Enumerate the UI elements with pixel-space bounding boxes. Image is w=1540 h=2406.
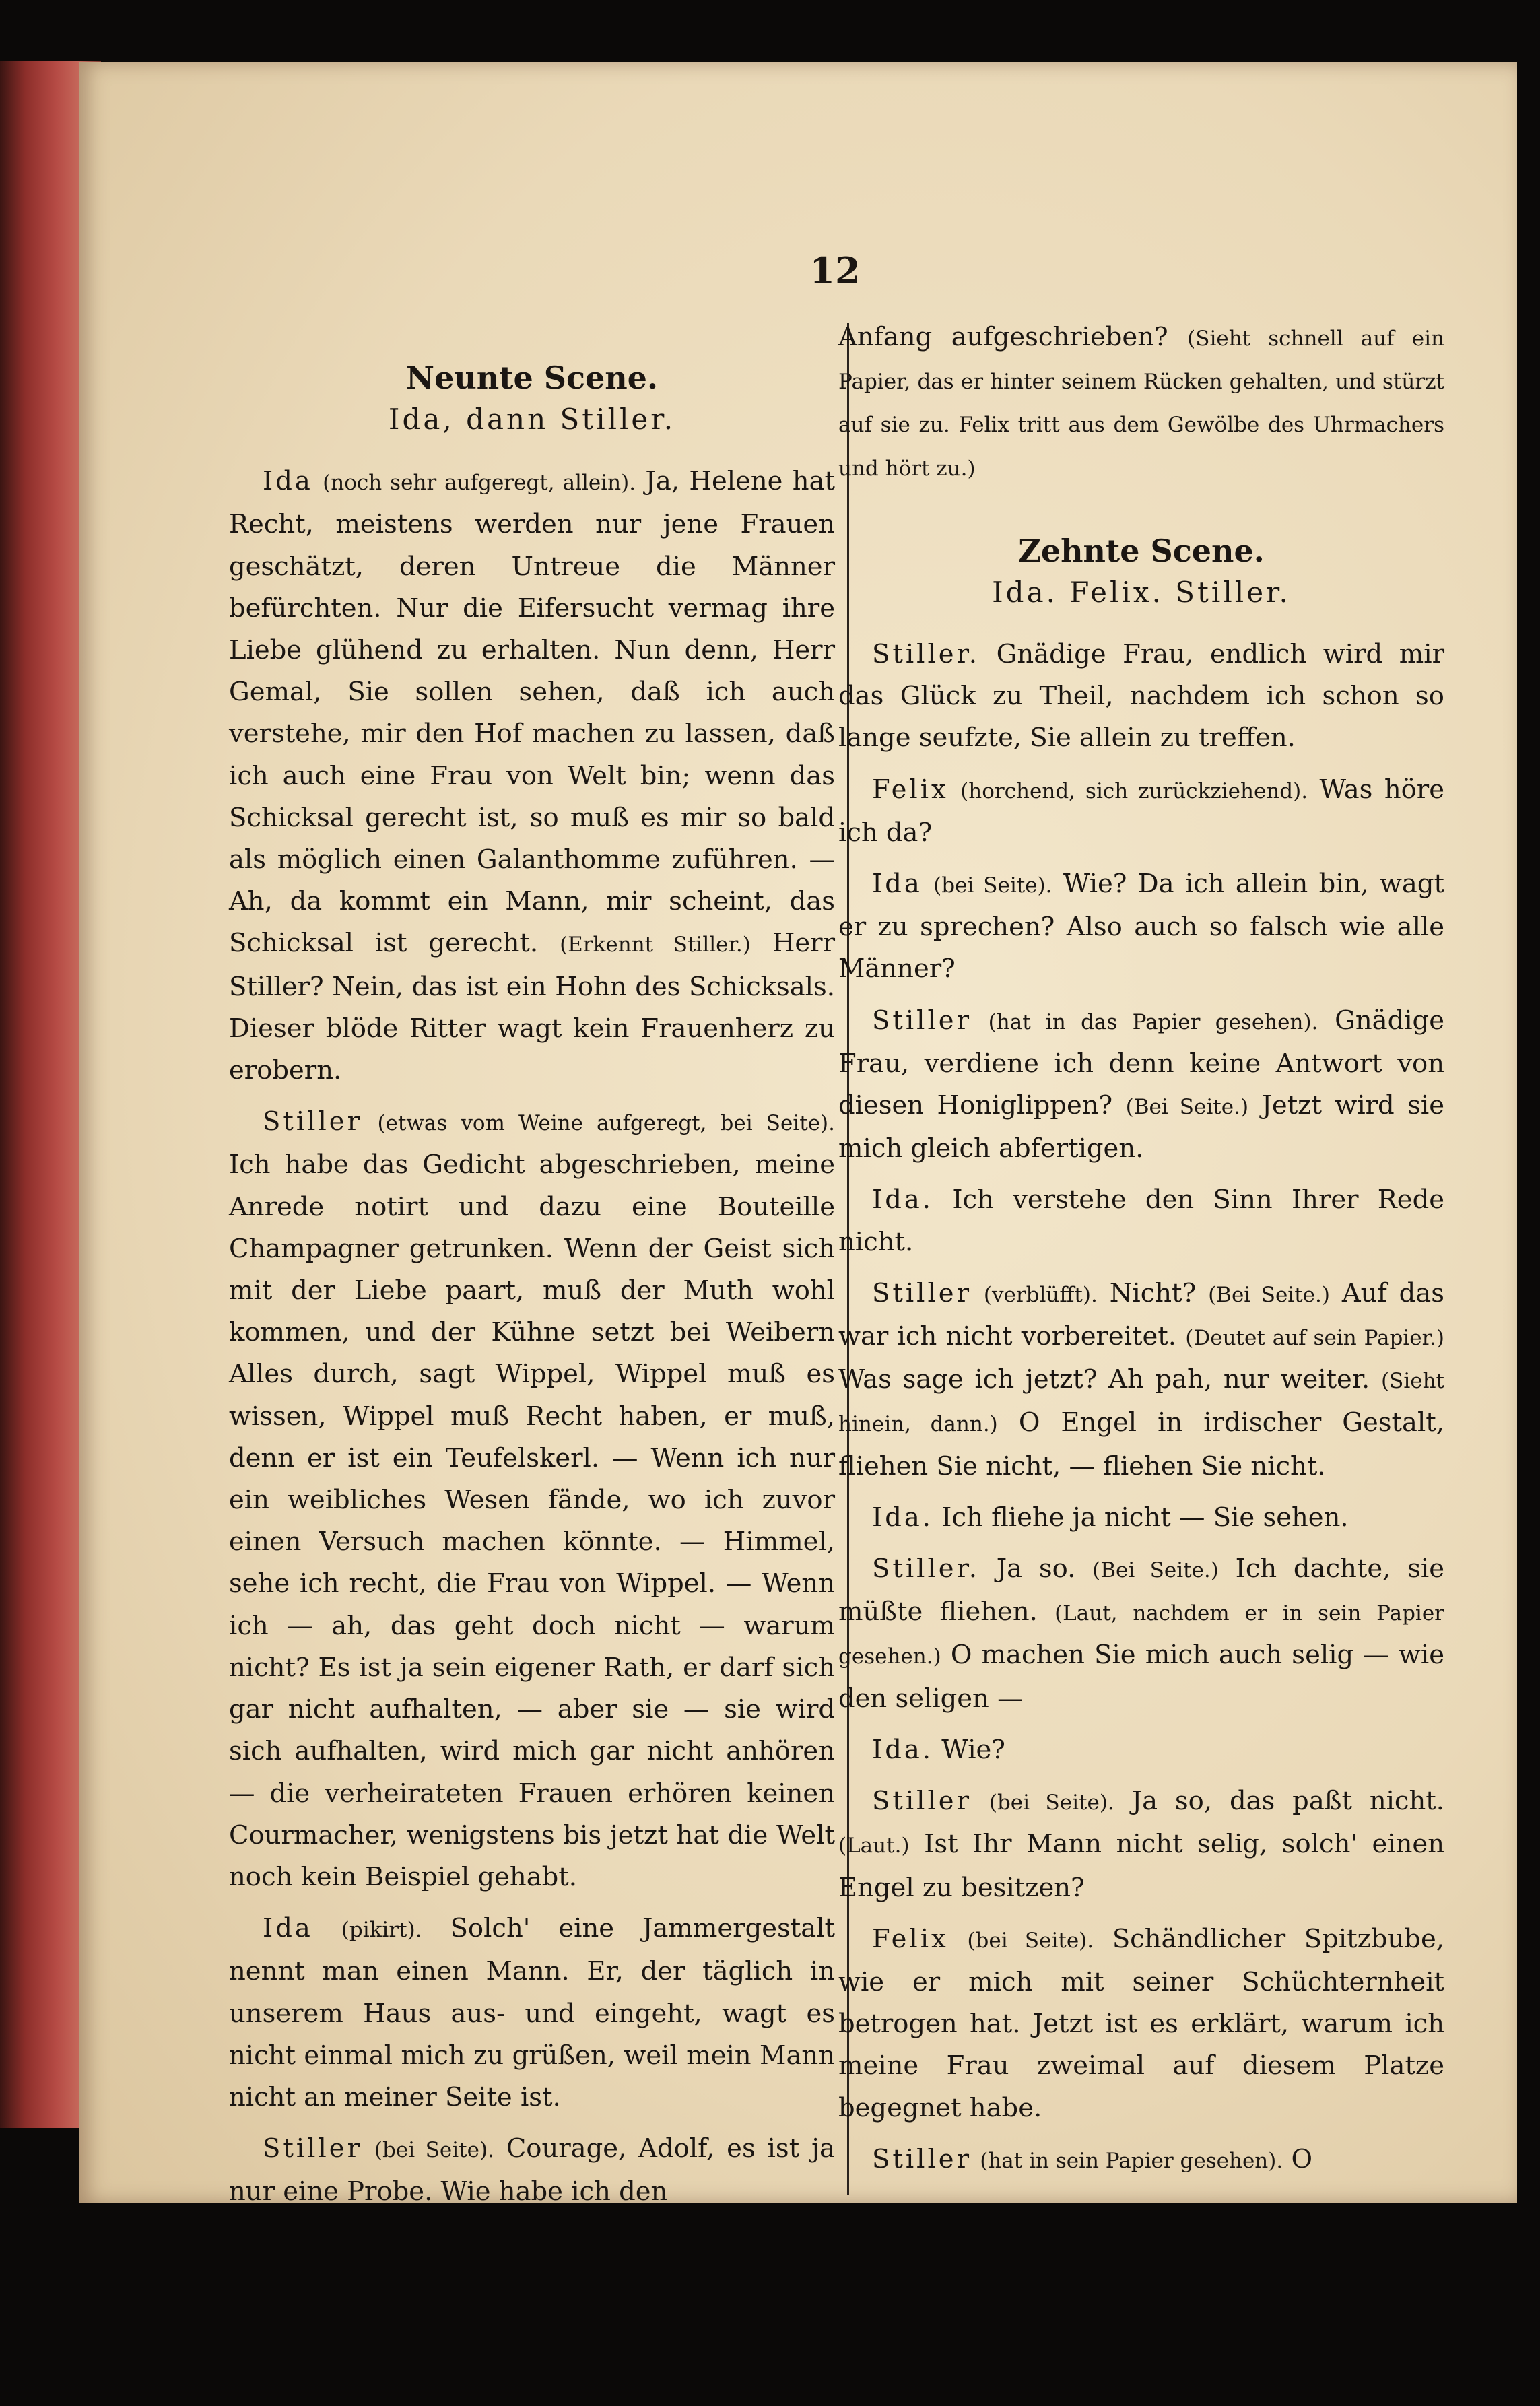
speech-paragraph: [229, 1101, 835, 1898]
speech-text: Was sage ich jetzt? Ah pah, nur weiter.: [838, 1364, 1370, 1395]
speaker-name: Stiller: [872, 1786, 972, 1817]
speaker-name: Ida.: [872, 1184, 934, 1215]
stage-direction: (Bei Seite.): [1092, 1558, 1219, 1583]
speech-text: O machen Sie mich auch selig — wie den seligen —: [838, 1640, 1444, 1714]
speaker-name: Ida.: [872, 1502, 934, 1533]
speaker-name: Stiller.: [872, 639, 980, 670]
speech-text: Wie? Da ich allein bin, wagt er zu sprechen? Also auch so falsch wie alle Männer?: [838, 869, 1444, 984]
speaker-name: Ida.: [872, 1734, 934, 1765]
speech-paragraph: [838, 316, 1444, 490]
stage-direction: (Laut, nachdem er in sein Papier gesehen.): [838, 1601, 1444, 1669]
speech-paragraph: [838, 1000, 1444, 1170]
speech-text: Jetzt wird sie mich gleich abfertigen.: [838, 1090, 1444, 1164]
stage-direction: (Bei Seite.): [1125, 1095, 1249, 1120]
speaker-name: Stiller: [872, 2143, 972, 2174]
speech-paragraph: [838, 863, 1444, 991]
speech-paragraph: [838, 2139, 1444, 2182]
speech-paragraph: [838, 1273, 1444, 1488]
speech-text: Ja so, das paßt nicht.: [1131, 1786, 1444, 1817]
stage-direction: (Bei Seite.): [1208, 1282, 1330, 1307]
stage-direction: (horchend, sich zurückziehend).: [960, 778, 1308, 803]
speech-text: Ich verstehe den Sinn Ihrer Rede nicht.: [838, 1184, 1444, 1257]
speech-text: O: [1291, 2143, 1313, 2174]
stage-direction: (Deutet auf sein Papier.): [1185, 1326, 1444, 1351]
speech-text: Was höre ich da?: [838, 774, 1444, 848]
speaker-name: Felix: [872, 1923, 949, 1954]
speech-text: Anfang aufgeschrieben?: [838, 322, 1168, 352]
speech-text: Ich habe das Gedicht abgeschrieben, meine Anrede notirt und dazu eine Bouteille Champagner getrunken. Wenn der Geist sich mit der Liebe paart, muß der Muth wohl kommen, und der Kühne setzt bei Weibern Alles durch, sagt Wippel, Wippel muß es wissen, Wippel muß Recht haben, er muß, denn er ist ein Teufelskerl. — Wenn ich nur ein weibliches Wesen fände, wo ich zuvor einen Versuch machen könnte. — Himmel, sehe ich recht, die Frau von Wippel. — Wenn ich — ah, das geht doch nicht — warum nicht? Es ist ja sein eigener Rath, er darf sich gar nicht aufhalten, — aber sie — sie wird sich aufhalten, wird mich gar nicht anhören — die verheirateten Frauen erhören keinen Courmacher, wenigstens bis jetzt hat die Welt noch kein Beispiel gehabt.: [229, 1149, 835, 1892]
scene-heading: Neunte Scene.: [406, 360, 658, 396]
speech-text: Auf das war ich nicht vorbereitet.: [838, 1277, 1444, 1352]
speaker-name: Stiller: [872, 1277, 972, 1308]
speaker-name: Ida: [263, 466, 313, 497]
speech-paragraph: [838, 1497, 1444, 1539]
speech-text: Courage, Adolf, es ist ja nur eine Probe. Wie habe ich den: [229, 2133, 835, 2207]
speech-text: Ist Ihr Mann nicht selig, solch' einen Engel zu besitzen?: [838, 1829, 1444, 1903]
speech-paragraph: [229, 1908, 835, 2118]
scene-characters: Ida, dann Stiller.: [388, 403, 676, 436]
stage-direction: (Laut.): [838, 1834, 910, 1859]
speaker-name: Stiller: [263, 2133, 362, 2164]
speech-text: Herr Stiller? Nein, das ist ein Hohn des Schicksals. Dieser blöde Ritter wagt kein Frauenherz zu erobern.: [229, 928, 835, 1086]
right-column: [838, 316, 1444, 2182]
speech-paragraph: [838, 769, 1444, 854]
stage-direction: (etwas vom Weine aufgeregt, bei Seite).: [377, 1111, 835, 1136]
speech-paragraph: [229, 461, 835, 1092]
page-number: 12: [809, 249, 861, 292]
speech-text: O Engel in irdischer Gestalt, fliehen Sie nicht, — fliehen Sie nicht.: [838, 1407, 1444, 1481]
speech-paragraph: [838, 1918, 1444, 2129]
stage-direction: (bei Seite).: [989, 1791, 1114, 1815]
speech-text: Wie?: [941, 1734, 1005, 1765]
stage-direction: (bei Seite).: [967, 1928, 1094, 1953]
stage-direction: (verblüfft).: [983, 1282, 1098, 1307]
stage-direction: (bei Seite).: [933, 873, 1052, 898]
speech-paragraph: [838, 1780, 1444, 1909]
speaker-name: Felix: [872, 774, 949, 805]
speech-paragraph: [838, 1729, 1444, 1771]
left-column: [229, 316, 835, 2213]
stage-direction: (hat in das Papier gesehen).: [988, 1009, 1318, 1034]
speech-paragraph: [838, 634, 1444, 760]
speech-text: Gnädige Frau, verdiene ich denn keine Antwort von diesen Honiglippen?: [838, 1005, 1444, 1121]
stage-direction: (Sieht hinein, dann.): [838, 1369, 1444, 1437]
speaker-name: Stiller: [872, 1005, 972, 1036]
speech-paragraph: [838, 1179, 1444, 1263]
speaker-name: Ida: [263, 1913, 313, 1944]
stage-direction: (pikirt).: [341, 1918, 422, 1943]
speech-text: Solch' eine Jammergestalt nennt man einen Mann. Er, der täglich in unserem Haus aus- und eingeht, wagt es nicht einmal mich zu grüßen, weil mein Mann nicht an meiner Seite ist.: [229, 1913, 835, 2112]
speech-paragraph: [229, 2128, 835, 2213]
speech-text: Ja, Helene hat Recht, meistens werden nur jene Frauen geschätzt, deren Untreue die Männer befürchten. Nur die Eifersucht vermag ihre Liebe glühend zu erhalten. Nun denn, Herr Gemal, Sie sollen sehen, daß ich auch verstehe, mir den Hof machen zu lassen, daß ich auch eine Frau von Welt bin; wenn das Schicksal gerecht ist, so muß es mir so bald als möglich einen Galanthomme zuführen. — Ah, da kommt ein Mann, mir scheint, das Schicksal ist gerecht.: [229, 466, 835, 959]
stage-direction: (Erkennt Stiller.): [560, 933, 751, 958]
speaker-name: Stiller: [263, 1106, 362, 1137]
speech-text: Ich dachte, sie müßte fliehen.: [838, 1553, 1444, 1628]
speaker-name: Ida: [872, 869, 923, 900]
speaker-name: Stiller.: [872, 1553, 980, 1584]
scene-heading: Zehnte Scene.: [1018, 532, 1265, 569]
speech-text: Schändlicher Spitzbube, wie er mich mit seiner Schüchternheit betrogen hat. Jetzt ist es erklärt, warum ich meine Frau zweimal auf diesem Platze begegnet habe.: [838, 1923, 1444, 2123]
scene-characters: Ida. Felix. Stiller.: [992, 575, 1291, 609]
speech-text: Ich fliehe ja nicht — Sie sehen.: [941, 1502, 1349, 1533]
stage-direction: (hat in sein Papier gesehen).: [980, 2148, 1283, 2173]
speech-text: Nicht?: [1109, 1277, 1197, 1308]
speech-text: Ja so.: [996, 1553, 1076, 1584]
speech-paragraph: [838, 1548, 1444, 1720]
stage-direction: (bei Seite).: [374, 2138, 494, 2163]
stage-direction: (Sieht schnell auf ein Papier, das er hinter seinem Rücken gehalten, und stürzt auf sie zu. Felix tritt aus dem Gewölbe des Uhrmachers und hört zu.): [838, 327, 1444, 481]
stage-direction: (noch sehr aufgeregt, allein).: [323, 471, 636, 496]
speech-text: Gnädige Frau, endlich wird mir das Glück zu Theil, nachdem ich schon so lange seufzte, Sie allein zu treffen.: [838, 639, 1444, 754]
